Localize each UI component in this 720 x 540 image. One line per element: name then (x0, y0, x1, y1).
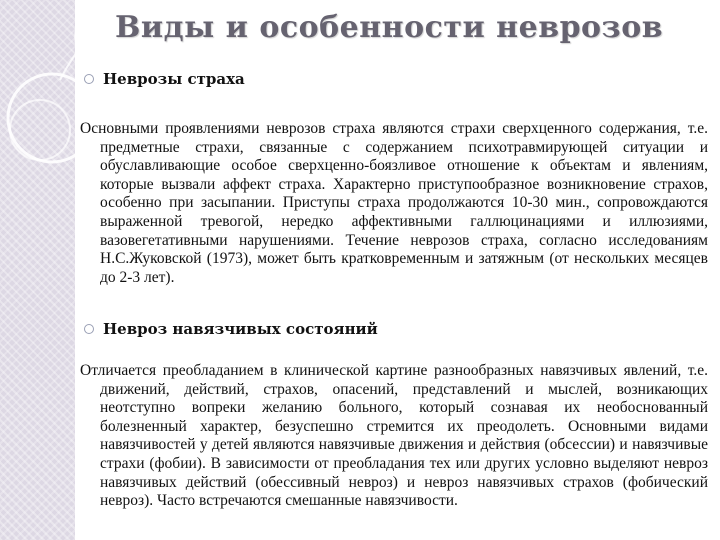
section-text-obsessive-neurosis: Отличается преобладанием в клинической картине разнообразных навязчивых явлений, т.е. движений, действий, страхов, опасений, представлений и мыслей, возникающих неотступно вопреки желанию больного, который сознавая их необоснованный болезненный характер, безуспешно стремится их преодолеть. Основными видами навязчивостей у детей являются навязчивые движения и действия (обсессии) и навязчивые страхи (фобии). В зависимости от преобладания тех или других условно выделяют невроз навязчивых действий (обессивный невроз) и невроз навязчивых страхов (фобический невроз). Часто встречаются смешанные навязчивости. (80, 362, 708, 510)
bullet-icon (84, 74, 94, 84)
section-heading-obsessive-neurosis: Невроз навязчивых состояний (103, 320, 378, 338)
slide-title: Виды и особенности неврозов (115, 10, 664, 45)
bullet-icon (84, 324, 94, 334)
section-text-fear-neuroses: Основными проявлениями неврозов страха являются страхи сверхценного содержания, т.е. предметные страхи, связанные с содержанием психотравмирующей ситуации и обуславливающие особое сверхценно-боязливое отношение к объектам и явлениям, которые вызвали аффект страха. Характерно приступообразное возникновение страхов, особенно при засыпании. Приступы страха продолжаются 10-30 мин., сопровождаются выраженной тревогой, нередко аффективными галлюцинациями и иллюзиями, вазовегетативными нарушениями. Течение неврозов страха, согласно исследованиям Н.С.Жуковской (1973), может быть кратковременным и затяжным (от нескольких месяцев до 2-3 лет). (80, 120, 708, 286)
section-heading-fear-neuroses: Неврозы страха (103, 70, 245, 88)
